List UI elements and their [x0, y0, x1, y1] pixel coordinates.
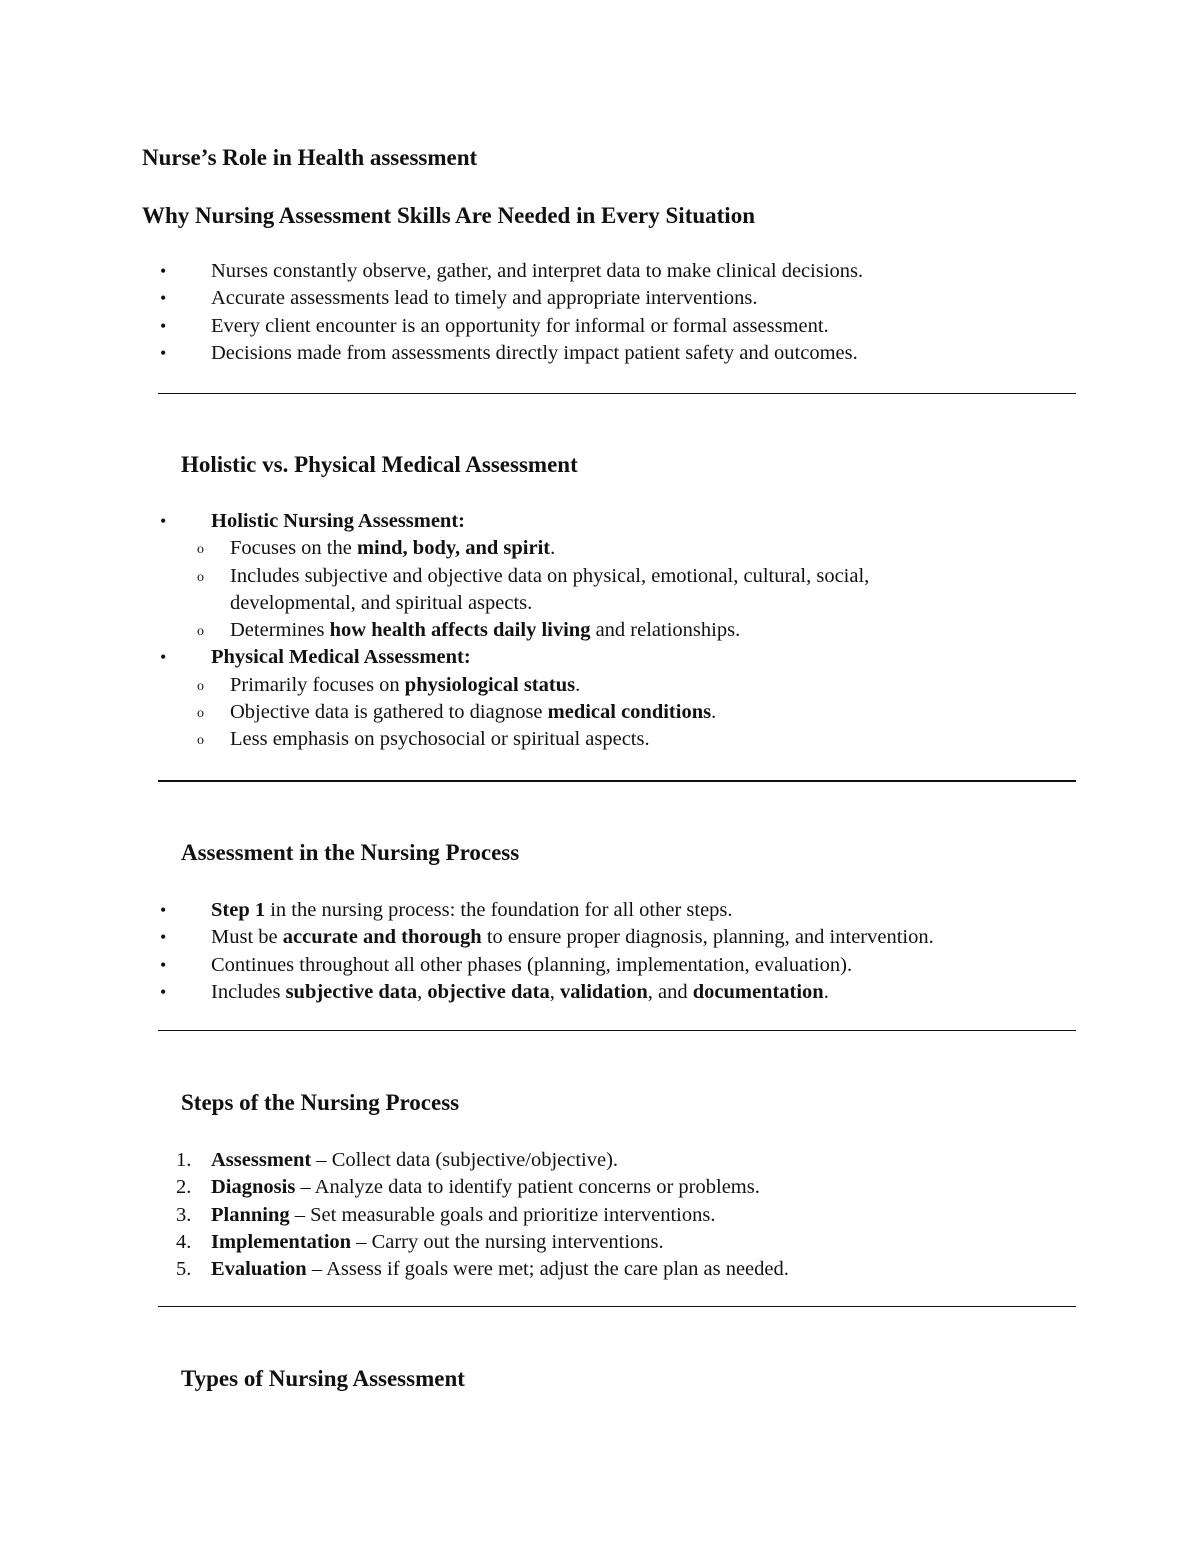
bullet-icon: • — [160, 647, 167, 668]
emphasis-text: how health affects daily living — [329, 619, 591, 642]
emphasis-text: medical conditions — [547, 701, 712, 724]
step-term: Evaluation — [211, 1258, 307, 1281]
holistic-label: Holistic Nursing Assessment: — [211, 510, 465, 532]
emphasis-text: accurate and thorough — [282, 926, 482, 949]
step-term: Diagnosis — [211, 1176, 296, 1199]
text-run: to ensure proper diagnosis, planning, and intervention. — [481, 926, 934, 949]
physical-label: Physical Medical Assessment: — [211, 646, 471, 669]
emphasis-text: objective data — [427, 980, 550, 1003]
section-heading-steps: Steps of the Nursing Process — [181, 1090, 460, 1115]
section-divider — [158, 393, 1076, 394]
text-run: Continues throughout all other phases (planning, implementation, evaluation). — [211, 953, 853, 976]
list-item — [158, 285, 863, 312]
text-run: Focuses on the — [230, 537, 357, 560]
emphasis-text: physiological status — [404, 673, 576, 696]
bullet-icon: • — [160, 927, 167, 948]
sub-list-item — [158, 726, 990, 753]
list-item — [176, 1174, 789, 1201]
text-run: and relationships. — [590, 619, 741, 642]
bullet-icon: • — [160, 981, 167, 1002]
text-run: . — [711, 701, 717, 724]
section-heading-why-assessment: Why Nursing Assessment Skills Are Needed in Every Situation — [142, 203, 755, 228]
step-number: 4. — [176, 1230, 192, 1253]
section-heading-assessment-in-process: Assessment in the Nursing Process — [181, 840, 520, 865]
sub-bullet-icon: o — [197, 678, 204, 694]
physical-sub-list — [158, 672, 990, 754]
bullet-icon: • — [160, 342, 167, 363]
step-number: 2. — [176, 1176, 192, 1199]
emphasis-text: Step 1 — [211, 899, 266, 921]
step-number: 3. — [176, 1203, 192, 1226]
text-run: Less emphasis on psychosocial or spiritual aspects. — [230, 728, 650, 751]
step-description: – Set measurable goals and prioritize interventions. — [289, 1203, 716, 1226]
sub-list-item — [158, 672, 990, 699]
text-run: . — [823, 980, 829, 1003]
section-heading-holistic-vs-physical: Holistic vs. Physical Medical Assessment — [181, 452, 578, 477]
bullet-icon: • — [160, 288, 167, 309]
section-divider — [158, 1306, 1076, 1307]
list-item — [158, 924, 934, 951]
text-run: Objective data is gathered to diagnose — [230, 701, 548, 724]
steps-list — [176, 1147, 789, 1283]
text-run: . — [575, 673, 581, 696]
text-run: , — [417, 980, 428, 1003]
text-run: , — [549, 980, 561, 1003]
list-item — [176, 1229, 789, 1256]
sub-list-item — [158, 535, 990, 562]
step-term: Implementation — [211, 1230, 352, 1253]
section-heading-types: Types of Nursing Assessment — [181, 1366, 465, 1391]
sub-bullet-icon: o — [197, 624, 204, 640]
holistic-vs-physical-list — [158, 508, 990, 754]
emphasis-text: subjective data — [285, 980, 418, 1003]
list-item — [158, 979, 934, 1006]
text-run: Primarily focuses on — [230, 673, 405, 696]
emphasis-text: validation — [560, 980, 648, 1003]
list-item — [158, 313, 863, 340]
bullet-icon: • — [160, 261, 167, 281]
sub-bullet-icon: o — [197, 569, 204, 585]
step-number: 1. — [176, 1149, 192, 1171]
text-run: . — [550, 537, 556, 560]
why-assessment-list — [158, 258, 863, 367]
text-run: in the nursing process: the foundation for all other steps. — [265, 899, 733, 921]
step-description: – Analyze data to identify patient concerns or problems. — [295, 1176, 760, 1199]
step-description: – Carry out the nursing interventions. — [351, 1230, 664, 1253]
list-item — [176, 1147, 789, 1174]
step-number: 5. — [176, 1258, 192, 1281]
list-item — [158, 897, 934, 924]
list-item-text: Every client encounter is an opportunity for informal or formal assessment. — [211, 314, 829, 337]
section-divider — [158, 1030, 1076, 1031]
sub-bullet-icon: o — [197, 542, 204, 558]
sub-list-item — [158, 617, 990, 644]
bullet-icon: • — [160, 900, 167, 920]
list-item — [158, 340, 863, 367]
list-item-text: Decisions made from assessments directly impact patient safety and outcomes. — [211, 341, 858, 364]
document-title: Nurse’s Role in Health assessment — [142, 145, 478, 170]
list-item-text: Accurate assessments lead to timely and appropriate interventions. — [211, 287, 758, 310]
bullet-icon: • — [160, 954, 167, 975]
text-run: Must be — [211, 926, 283, 949]
sub-bullet-icon: o — [197, 706, 204, 722]
sub-list-item — [158, 563, 990, 618]
list-item — [158, 952, 934, 979]
list-item-text: Nurses constantly observe, gather, and interpret data to make clinical decisions. — [211, 260, 864, 282]
step-description: – Collect data (subjective/objective). — [311, 1149, 619, 1171]
bullet-icon: • — [160, 315, 167, 336]
step-description: – Assess if goals were met; adjust the care plan as needed. — [306, 1258, 789, 1281]
emphasis-text: mind, body, and spirit — [356, 537, 551, 560]
bullet-icon: • — [160, 511, 167, 531]
assessment-in-process-list — [158, 897, 934, 1006]
list-item — [158, 258, 863, 285]
step-term: Assessment — [211, 1149, 312, 1171]
text-run: Includes subjective and objective data on physical, emotional, cultural, social, developmental, and spiritual aspects. — [230, 564, 870, 614]
list-item — [158, 644, 990, 753]
sub-list-item — [158, 699, 990, 726]
text-run: Includes — [211, 980, 286, 1003]
text-run: , and — [647, 980, 693, 1003]
emphasis-text: documentation — [692, 980, 824, 1003]
sub-bullet-icon: o — [197, 733, 204, 749]
holistic-sub-list — [158, 535, 990, 644]
list-item — [176, 1256, 789, 1283]
text-run: Determines — [230, 619, 330, 642]
list-item — [158, 508, 990, 644]
section-divider — [158, 780, 1076, 782]
list-item — [176, 1202, 789, 1229]
step-term: Planning — [211, 1203, 290, 1226]
